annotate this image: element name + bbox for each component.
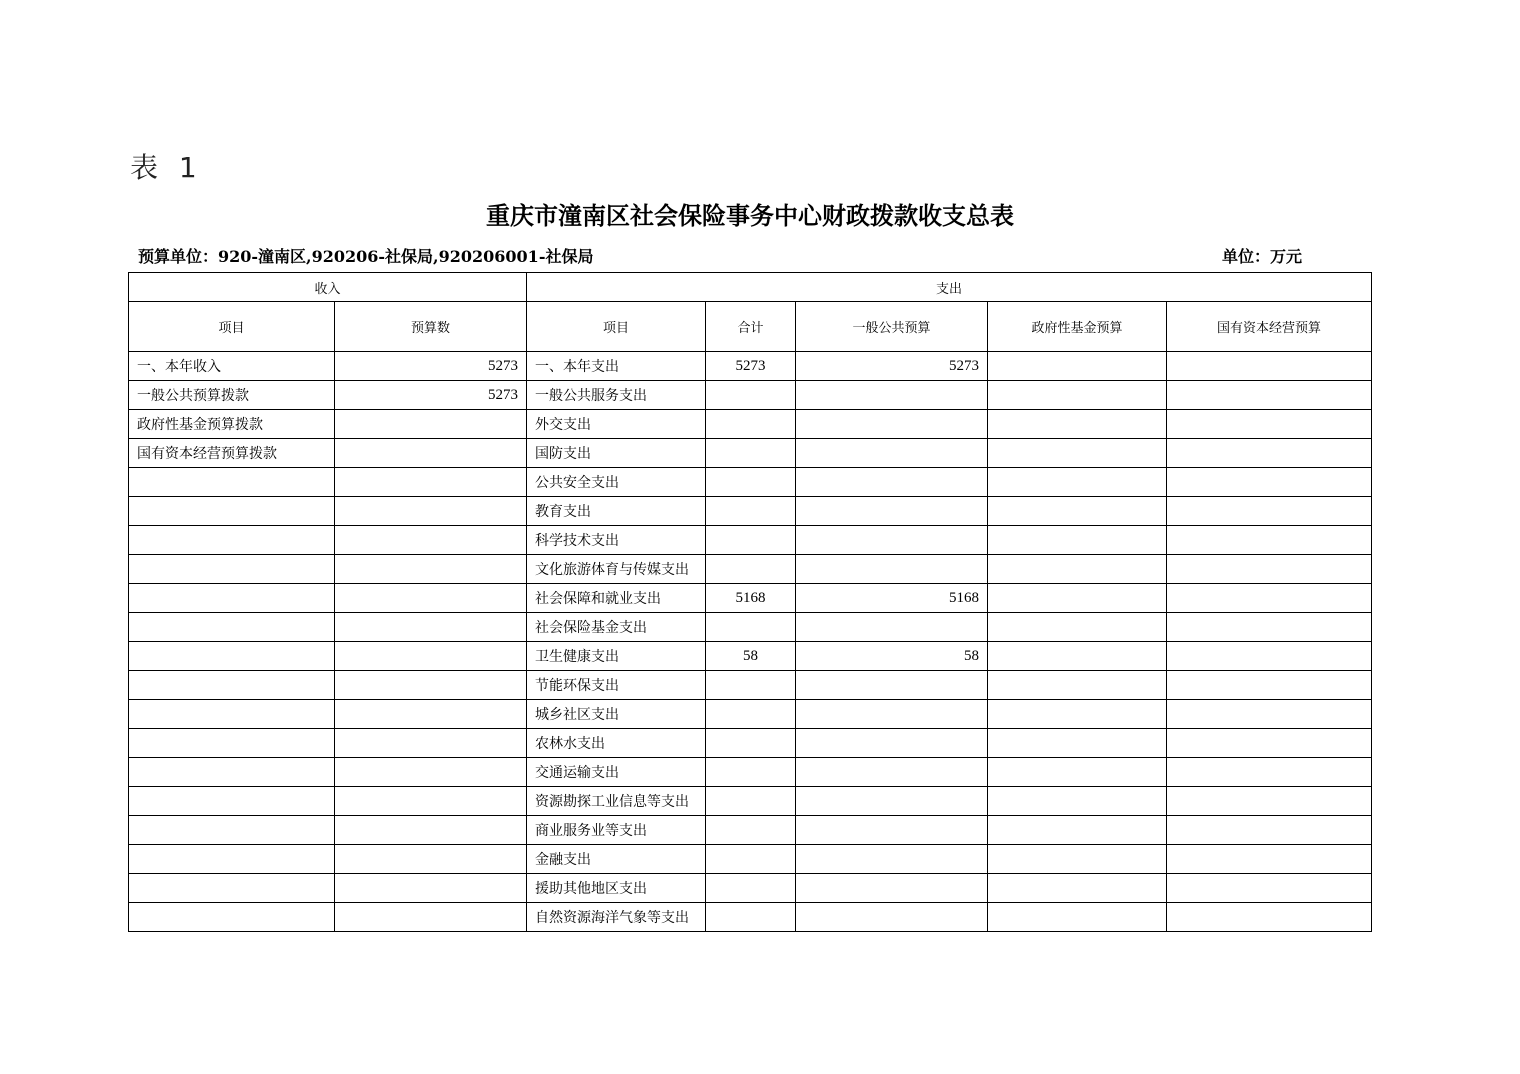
cell-gov-fund	[988, 758, 1167, 787]
cell-general-public	[796, 410, 988, 439]
cell-income-item	[129, 613, 335, 642]
cell-income-item	[129, 903, 335, 932]
cell-gov-fund	[988, 439, 1167, 468]
cell-general-public	[796, 497, 988, 526]
table-row	[129, 410, 1372, 439]
cell-general-public	[796, 845, 988, 874]
cell-gov-fund	[988, 787, 1167, 816]
cell-expense-item: 科学技术支出	[527, 526, 706, 555]
cell-expense-item: 一般公共服务支出	[527, 381, 706, 410]
cell-general-public	[796, 816, 988, 845]
cell-income-budget	[335, 787, 527, 816]
cell-state-capital	[1167, 903, 1372, 932]
cell-total	[706, 439, 796, 468]
cell-gov-fund	[988, 642, 1167, 671]
cell-income-budget	[335, 671, 527, 700]
cell-expense-item: 交通运输支出	[527, 758, 706, 787]
cell-gov-fund	[988, 468, 1167, 497]
cell-income-budget	[335, 410, 527, 439]
col-general-public-budget: 一般公共预算	[796, 302, 988, 352]
cell-gov-fund	[988, 845, 1167, 874]
cell-general-public: 58	[796, 642, 988, 671]
table-row	[129, 352, 1372, 381]
cell-state-capital	[1167, 874, 1372, 903]
table-row	[129, 497, 1372, 526]
table-row	[129, 526, 1372, 555]
cell-expense-item: 文化旅游体育与传媒支出	[527, 555, 706, 584]
cell-income-item	[129, 642, 335, 671]
cell-expense-item: 援助其他地区支出	[527, 874, 706, 903]
cell-income-budget: 5273	[335, 381, 527, 410]
cell-total	[706, 671, 796, 700]
cell-state-capital	[1167, 787, 1372, 816]
cell-total	[706, 700, 796, 729]
table-row	[129, 642, 1372, 671]
cell-gov-fund	[988, 816, 1167, 845]
cell-general-public	[796, 903, 988, 932]
cell-gov-fund	[988, 555, 1167, 584]
cell-general-public	[796, 700, 988, 729]
cell-expense-item: 公共安全支出	[527, 468, 706, 497]
cell-general-public	[796, 729, 988, 758]
cell-gov-fund	[988, 700, 1167, 729]
cell-income-budget	[335, 845, 527, 874]
cell-income-budget	[335, 903, 527, 932]
table-row	[129, 555, 1372, 584]
cell-total: 5168	[706, 584, 796, 613]
cell-general-public	[796, 758, 988, 787]
cell-general-public: 5168	[796, 584, 988, 613]
cell-income-item: 一、本年收入	[129, 352, 335, 381]
col-income-item: 项目	[129, 302, 335, 352]
cell-income-item	[129, 787, 335, 816]
cell-total: 58	[706, 642, 796, 671]
cell-income-budget	[335, 584, 527, 613]
budget-unit-label: 预算单位：920-潼南区,920206-社保局,920206001-社保局	[138, 247, 594, 266]
cell-total	[706, 526, 796, 555]
cell-expense-item: 外交支出	[527, 410, 706, 439]
cell-state-capital	[1167, 758, 1372, 787]
cell-state-capital	[1167, 526, 1372, 555]
cell-expense-item: 国防支出	[527, 439, 706, 468]
cell-general-public	[796, 555, 988, 584]
cell-gov-fund	[988, 584, 1167, 613]
table-row	[129, 584, 1372, 613]
cell-expense-item: 农林水支出	[527, 729, 706, 758]
cell-total	[706, 468, 796, 497]
cell-total	[706, 816, 796, 845]
cell-total	[706, 410, 796, 439]
table-row	[129, 613, 1372, 642]
cell-state-capital	[1167, 700, 1372, 729]
cell-income-item	[129, 845, 335, 874]
cell-income-item	[129, 729, 335, 758]
budget-table	[128, 272, 1372, 932]
table-row	[129, 903, 1372, 932]
cell-expense-item: 金融支出	[527, 845, 706, 874]
table-row	[129, 729, 1372, 758]
cell-gov-fund	[988, 874, 1167, 903]
cell-income-item	[129, 671, 335, 700]
cell-state-capital	[1167, 555, 1372, 584]
cell-income-item: 一般公共预算拨款	[129, 381, 335, 410]
cell-income-budget: 5273	[335, 352, 527, 381]
cell-income-item	[129, 700, 335, 729]
cell-gov-fund	[988, 613, 1167, 642]
cell-income-budget	[335, 555, 527, 584]
document-title: 重庆市潼南区社会保险事务中心财政拨款收支总表	[486, 201, 1014, 230]
cell-total: 5273	[706, 352, 796, 381]
table-body	[129, 352, 1372, 932]
col-expense-item: 项目	[527, 302, 706, 352]
table-row	[129, 874, 1372, 903]
cell-income-budget	[335, 526, 527, 555]
cell-general-public	[796, 874, 988, 903]
cell-gov-fund	[988, 729, 1167, 758]
cell-income-item	[129, 758, 335, 787]
cell-state-capital	[1167, 816, 1372, 845]
cell-income-item: 国有资本经营预算拨款	[129, 439, 335, 468]
expense-section-header: 支出	[527, 273, 1372, 302]
cell-state-capital	[1167, 468, 1372, 497]
cell-state-capital	[1167, 410, 1372, 439]
cell-expense-item: 卫生健康支出	[527, 642, 706, 671]
cell-general-public	[796, 526, 988, 555]
cell-general-public	[796, 381, 988, 410]
cell-state-capital	[1167, 497, 1372, 526]
cell-total	[706, 729, 796, 758]
cell-state-capital	[1167, 584, 1372, 613]
cell-gov-fund	[988, 410, 1167, 439]
currency-unit-label: 单位：万元	[1222, 247, 1303, 266]
table-row	[129, 787, 1372, 816]
cell-state-capital	[1167, 352, 1372, 381]
cell-expense-item: 商业服务业等支出	[527, 816, 706, 845]
cell-state-capital	[1167, 613, 1372, 642]
cell-total	[706, 874, 796, 903]
cell-income-budget	[335, 729, 527, 758]
cell-income-budget	[335, 874, 527, 903]
cell-state-capital	[1167, 439, 1372, 468]
col-state-capital-budget: 国有资本经营预算	[1167, 302, 1372, 352]
table-row	[129, 671, 1372, 700]
table-row	[129, 816, 1372, 845]
cell-general-public: 5273	[796, 352, 988, 381]
cell-state-capital	[1167, 642, 1372, 671]
cell-general-public	[796, 671, 988, 700]
cell-gov-fund	[988, 903, 1167, 932]
cell-expense-item: 资源勘探工业信息等支出	[527, 787, 706, 816]
cell-gov-fund	[988, 526, 1167, 555]
cell-income-item	[129, 555, 335, 584]
table-row	[129, 700, 1372, 729]
cell-total	[706, 903, 796, 932]
cell-general-public	[796, 468, 988, 497]
cell-total	[706, 497, 796, 526]
cell-income-item	[129, 468, 335, 497]
cell-income-item: 政府性基金预算拨款	[129, 410, 335, 439]
cell-total	[706, 381, 796, 410]
cell-general-public	[796, 787, 988, 816]
cell-income-item	[129, 584, 335, 613]
income-section-header: 收入	[129, 273, 527, 302]
table-row	[129, 758, 1372, 787]
cell-income-budget	[335, 642, 527, 671]
cell-expense-item: 自然资源海洋气象等支出	[527, 903, 706, 932]
cell-expense-item: 节能环保支出	[527, 671, 706, 700]
cell-expense-item: 一、本年支出	[527, 352, 706, 381]
cell-income-item	[129, 497, 335, 526]
table-row	[129, 381, 1372, 410]
cell-total	[706, 613, 796, 642]
cell-total	[706, 555, 796, 584]
cell-state-capital	[1167, 381, 1372, 410]
cell-state-capital	[1167, 845, 1372, 874]
cell-expense-item: 社会保障和就业支出	[527, 584, 706, 613]
cell-total	[706, 845, 796, 874]
cell-income-budget	[335, 613, 527, 642]
col-income-budget: 预算数	[335, 302, 527, 352]
cell-general-public	[796, 439, 988, 468]
cell-income-item	[129, 816, 335, 845]
cell-state-capital	[1167, 729, 1372, 758]
cell-income-budget	[335, 468, 527, 497]
table-row	[129, 439, 1372, 468]
cell-income-budget	[335, 700, 527, 729]
cell-income-item	[129, 526, 335, 555]
cell-income-budget	[335, 758, 527, 787]
cell-expense-item: 社会保险基金支出	[527, 613, 706, 642]
col-gov-fund-budget: 政府性基金预算	[988, 302, 1167, 352]
cell-gov-fund	[988, 671, 1167, 700]
cell-income-budget	[335, 439, 527, 468]
cell-expense-item: 城乡社区支出	[527, 700, 706, 729]
cell-total	[706, 787, 796, 816]
cell-general-public	[796, 613, 988, 642]
cell-income-item	[129, 874, 335, 903]
col-total: 合计	[706, 302, 796, 352]
cell-total	[706, 758, 796, 787]
cell-state-capital	[1167, 671, 1372, 700]
cell-gov-fund	[988, 381, 1167, 410]
table-row	[129, 845, 1372, 874]
table-number: 表 1	[130, 151, 203, 184]
cell-income-budget	[335, 497, 527, 526]
cell-gov-fund	[988, 352, 1167, 381]
table-row	[129, 468, 1372, 497]
cell-gov-fund	[988, 497, 1167, 526]
cell-expense-item: 教育支出	[527, 497, 706, 526]
cell-income-budget	[335, 816, 527, 845]
